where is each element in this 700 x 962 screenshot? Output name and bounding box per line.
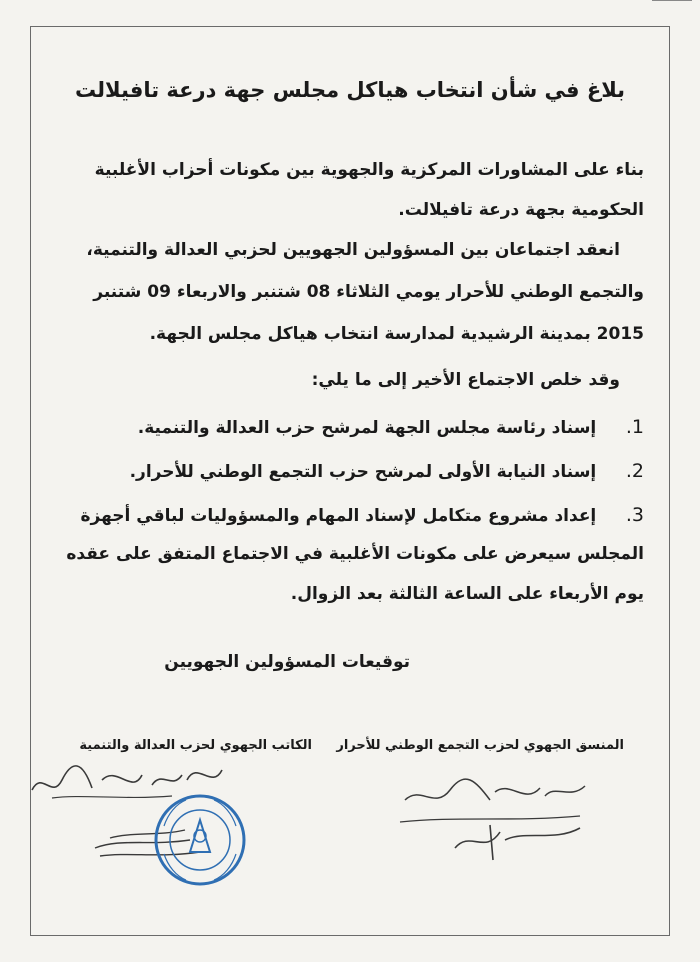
- list-item-text: إسناد النيابة الأولى لمرشح حزب التجمع الوطني للأحرار.: [129, 462, 597, 482]
- paragraph-2-line-2: والتجمع الوطني للأحرار يومي الثلاثاء 08 شتنبر والاربعاء 09 شتنبر: [93, 282, 644, 302]
- signatures-heading: توقيعات المسؤولين الجهويين: [164, 652, 410, 672]
- party-stamp-icon: [150, 790, 250, 890]
- document-title: بلاغ في شأن انتخاب هياكل مجلس جهة درعة تافيلالت: [74, 78, 626, 102]
- signatory-left-title: الكاتب الجهوي لحزب العدالة والتنمية: [79, 738, 312, 753]
- list-item-3-line-2: المجلس سيعرض على مكونات الأغلبية في الاجتماع المتفق على عقده: [66, 544, 644, 564]
- list-item-1: [138, 416, 644, 438]
- paragraph-1-line-1: بناء على المشاورات المركزية والجهوية بين مكونات أحزاب الأغلبية: [94, 160, 644, 180]
- list-item-number: 1.: [625, 416, 644, 438]
- paragraph-2-line-1: انعقد اجتماعان بين المسؤولين الجهويين لحزبي العدالة والتنمية،: [86, 240, 620, 260]
- list-item-number: 3.: [625, 504, 644, 526]
- list-item-number: 2.: [625, 460, 644, 482]
- list-item-3: [80, 504, 644, 526]
- list-item-text: إسناد رئاسة مجلس الجهة لمرشح حزب العدالة والتنمية.: [137, 418, 597, 438]
- paragraph-2-line-3: 2015 بمدينة الرشيدية لمدارسة انتخاب هياكل مجلس الجهة.: [149, 324, 644, 344]
- signature-right-icon: [395, 770, 595, 870]
- list-item-text: إعداد مشروع متكامل لإسناد المهام والمسؤوليات لباقي أجهزة: [80, 506, 597, 526]
- list-item-2: [130, 460, 644, 482]
- list-item-3-line-3: يوم الأربعاء على الساعة الثالثة بعد الزوال.: [290, 584, 644, 604]
- paragraph-1-line-2: الحكومية بجهة درعة تافيلالت.: [398, 200, 644, 220]
- paragraph-3: وقد خلص الاجتماع الأخير إلى ما يلي:: [311, 370, 620, 390]
- signatory-right-title: المنسق الجهوي لحزب التجمع الوطني للأحرار: [336, 738, 624, 753]
- scan-mark: [652, 0, 692, 5]
